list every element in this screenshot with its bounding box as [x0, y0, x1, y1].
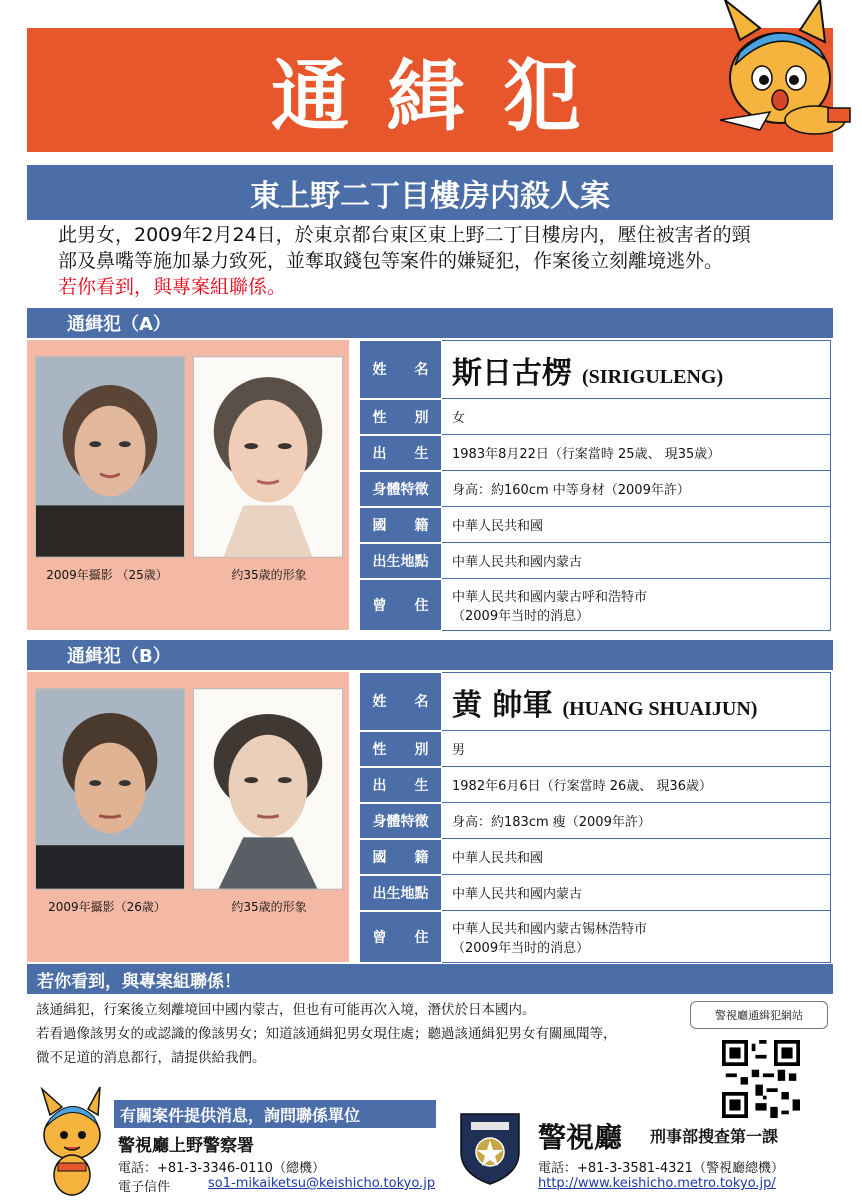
suspect-b-header: 通緝犯（B）: [27, 640, 833, 670]
suspect-a-former-address: [442, 579, 831, 631]
suspect-a-name-latin: (SIRIGULENG): [582, 365, 724, 388]
suspect-a-former-address-line1: 中華人民共和國内蒙古呼和浩特市: [452, 589, 648, 605]
qr-label: 警視廳通緝犯網站: [690, 1001, 828, 1029]
police-emblem-icon: [457, 1108, 523, 1186]
label-nationality: 國 籍: [360, 507, 442, 543]
suspect-b-physical: 身高：約183cm 瘦（2009年許）: [442, 803, 831, 839]
email-link[interactable]: so1-mikaiketsu@keishicho.tokyo.jp: [208, 1176, 436, 1191]
label-name: 姓 名: [360, 673, 442, 731]
suspect-a-name-cjk: 斯日古楞: [452, 355, 572, 391]
suspect-b-sex: 男: [442, 731, 831, 767]
suspect-b-name-latin: (HUANG SHUAIJUN): [562, 697, 758, 720]
label-physical: 身體特徵: [360, 471, 442, 507]
suspect-b-birth: 1982年6月6日（行案當時 26歳、 現36歳）: [442, 767, 831, 803]
suspect-a-header: 通緝犯（A）: [27, 308, 833, 338]
case-description-line1: 此男女，2009年2月24日，於東京都台東区東上野二丁目樓房内，壓住被害者的頸: [58, 224, 751, 246]
label-birthplace: 出生地點: [360, 875, 442, 911]
contact-bar-title: 有關案件提供消息，詢問聯係單位: [114, 1100, 436, 1128]
email-label: 電子信件: [118, 1180, 171, 1195]
suspect-b-name-cjk: 黄 帥軍: [452, 687, 553, 723]
label-sex: 性 別: [360, 399, 442, 435]
appeal-line3: 微不足道的消息都行，請提供給我們。: [36, 1050, 266, 1066]
suspect-b-info-table: [359, 672, 831, 964]
suspect-a-nationality: 中華人民共和國: [442, 507, 831, 543]
suspect-a-birthplace: 中華人民共和國内蒙古: [442, 543, 831, 579]
case-title: 東上野二丁目樓房内殺人案: [27, 165, 833, 220]
suspect-b-photo-panel: [27, 672, 349, 962]
suspect-b-birthplace: 中華人民共和國内蒙古: [442, 875, 831, 911]
page-title: 通緝犯: [270, 52, 619, 142]
appeal-text: [36, 998, 686, 1070]
label-sex: 性 別: [360, 731, 442, 767]
suspect-a-name: [442, 341, 831, 399]
label-birth: 出 生: [360, 767, 442, 803]
suspect-b-former-address: [442, 911, 831, 963]
suspect-b-sketch-caption: 约35歳的形象: [231, 900, 307, 914]
suspect-a-photo-caption: 2009年攝影 （25歳）: [46, 568, 168, 582]
label-birthplace: 出生地點: [360, 543, 442, 579]
qr-code-icon[interactable]: [722, 1040, 800, 1118]
hq-name: 警視廳: [538, 1121, 623, 1154]
appeal-line2: 若看過像該男女的或認識的像該男女；知道該通緝犯男女現住處；聽過該通緝犯男女有關風聞等，: [36, 1026, 617, 1042]
suspect-a-photo-panel: [27, 340, 349, 630]
label-nationality: 國 籍: [360, 839, 442, 875]
suspect-a-former-address-line2: （2009年当时的消息）: [452, 608, 590, 624]
suspect-b-sketch: [193, 688, 343, 890]
suspect-a-sketch: [193, 356, 343, 558]
suspect-a-photo: [35, 356, 185, 558]
suspect-b-photo-caption: 2009年攝影（26歳）: [48, 900, 166, 914]
suspect-b-nationality: 中華人民共和國: [442, 839, 831, 875]
suspect-a-birth: 1983年8月22日（行案當時 25歳、 現35歳）: [442, 435, 831, 471]
mascot-pipo-icon: [700, 0, 860, 160]
appeal-line1: 該通緝犯，行案後立刻離境回中國内蒙古，但也有可能再次入境，潛伏於日本國内。: [36, 1002, 536, 1018]
hq-division: 刑事部搜查第一課: [650, 1127, 779, 1146]
case-contact-prompt: 若你看到，與專案組聯係。: [58, 276, 287, 298]
appeal-title: 若你看到，與專案組聯係！: [27, 964, 833, 994]
suspect-a-physical: 身高：約160cm 中等身材（2009年許）: [442, 471, 831, 507]
suspect-b-name: [442, 673, 831, 731]
label-name: 姓 名: [360, 341, 442, 399]
label-birth: 出 生: [360, 435, 442, 471]
suspect-a-sex: 女: [442, 399, 831, 435]
suspect-b-former-address-line1: 中華人民共和國内蒙古锡林浩特市: [452, 921, 648, 937]
hq-website-link[interactable]: http://www.keishicho.metro.tokyo.jp/: [538, 1176, 776, 1191]
label-former-address: 曾 住: [360, 911, 442, 963]
suspect-b-photo: [35, 688, 185, 890]
suspect-b-former-address-line2: （2009年当时的消息）: [452, 940, 590, 956]
hq-phone: 電話：+81-3-3581-4321（警視廳總機）: [538, 1161, 784, 1176]
station-name: 警視廳上野警察署: [118, 1136, 254, 1156]
suspect-a-sketch-caption: 约35歳的形象: [231, 568, 307, 582]
mascot-small-icon: [28, 1085, 112, 1197]
label-former-address: 曾 住: [360, 579, 442, 631]
case-description-line2: 部及鼻嘴等施加暴力致死，並奪取錢包等案件的嫌疑犯，作案後立刻離境逃外。: [58, 250, 724, 272]
suspect-a-info-table: [359, 340, 831, 632]
station-phone: 電話：+81-3-3346-0110（總機）: [118, 1161, 325, 1176]
label-physical: 身體特徵: [360, 803, 442, 839]
case-description: [58, 222, 838, 300]
